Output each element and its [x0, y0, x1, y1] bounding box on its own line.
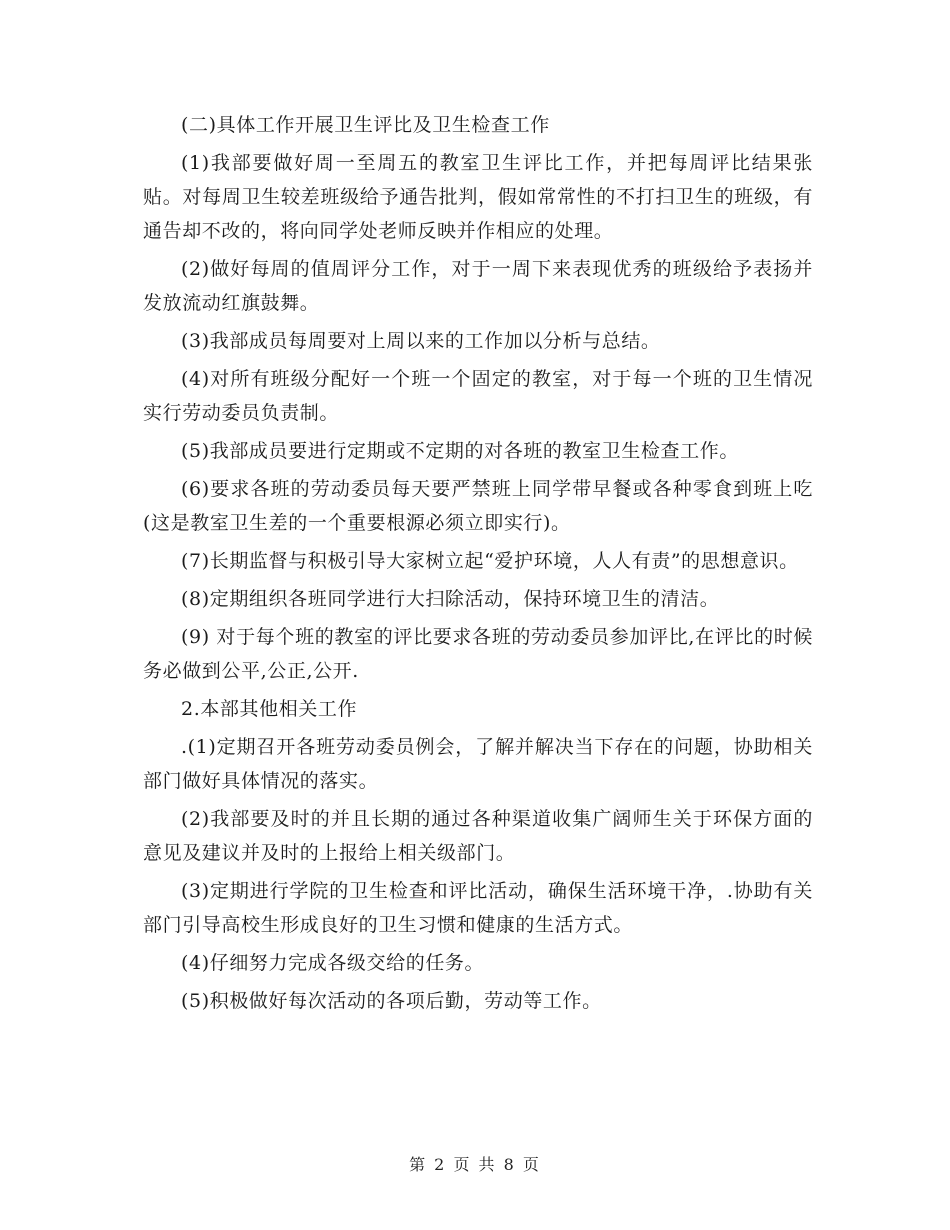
- paragraph-item-9: (9) 对于每个班的教室的评比要求各班的劳动委员参加评比,在评比的时候务必做到公平,公正,公开.: [143, 626, 813, 682]
- paragraph-item-8: (8)定期组织各班同学进行大扫除活动，保持环境卫生的清洁。: [181, 588, 720, 610]
- other-work-item-5: (5)积极做好每次活动的各项后勤，劳动等工作。: [181, 990, 602, 1012]
- other-work-item-3: (3)定期进行学院的卫生检查和评比活动，确保生活环境干净，.协助有关部门引导高校生形成良好的卫生习惯和健康的生活方式。: [143, 880, 813, 936]
- paragraph-item-6: (6)要求各班的劳动委员每天要严禁班上同学带早餐或各种零食到班上吃(这是教室卫生差的一个重要根源必须立即实行)。: [143, 478, 813, 534]
- page-number-footer: 第 2 页 共 8 页: [409, 1155, 541, 1174]
- section-heading: (二)具体工作开展卫生评比及卫生检查工作: [181, 114, 550, 136]
- subsection-heading: 2.本部其他相关工作: [181, 698, 358, 720]
- other-work-item-4: (4)仔细努力完成各级交给的任务。: [181, 952, 485, 974]
- other-work-item-2: (2)我部要及时的并且长期的通过各种渠道收集广阔师生关于环保方面的意见及建议并及时的上报给上相关级部门。: [143, 808, 813, 864]
- paragraph-item-3: (3)我部成员每周要对上周以来的工作加以分析与总结。: [181, 330, 661, 352]
- document-body: [143, 108, 813, 1022]
- paragraph-item-2: (2)做好每周的值周评分工作，对于一周下来表现优秀的班级给予表扬并发放流动红旗鼓舞。: [143, 258, 813, 314]
- paragraph-item-4: (4)对所有班级分配好一个班一个固定的教室，对于每一个班的卫生情况实行劳动委员负责制。: [143, 368, 813, 424]
- paragraph-item-7: (7)长期监督与积极引导大家树立起“爱护环境，人人有责”的思想意识。: [181, 550, 799, 572]
- other-work-item-1: .(1)定期召开各班劳动委员例会，了解并解决当下存在的问题，协助相关部门做好具体情况的落实。: [143, 736, 813, 792]
- paragraph-item-1: (1)我部要做好周一至周五的教室卫生评比工作，并把每周评比结果张贴。对每周卫生较差班级给予通告批判，假如常常性的不打扫卫生的班级，有通告却不改的，将向同学处老师反映并作相应的处理。: [143, 152, 813, 242]
- paragraph-item-5: (5)我部成员要进行定期或不定期的对各班的教室卫生检查工作。: [181, 440, 739, 462]
